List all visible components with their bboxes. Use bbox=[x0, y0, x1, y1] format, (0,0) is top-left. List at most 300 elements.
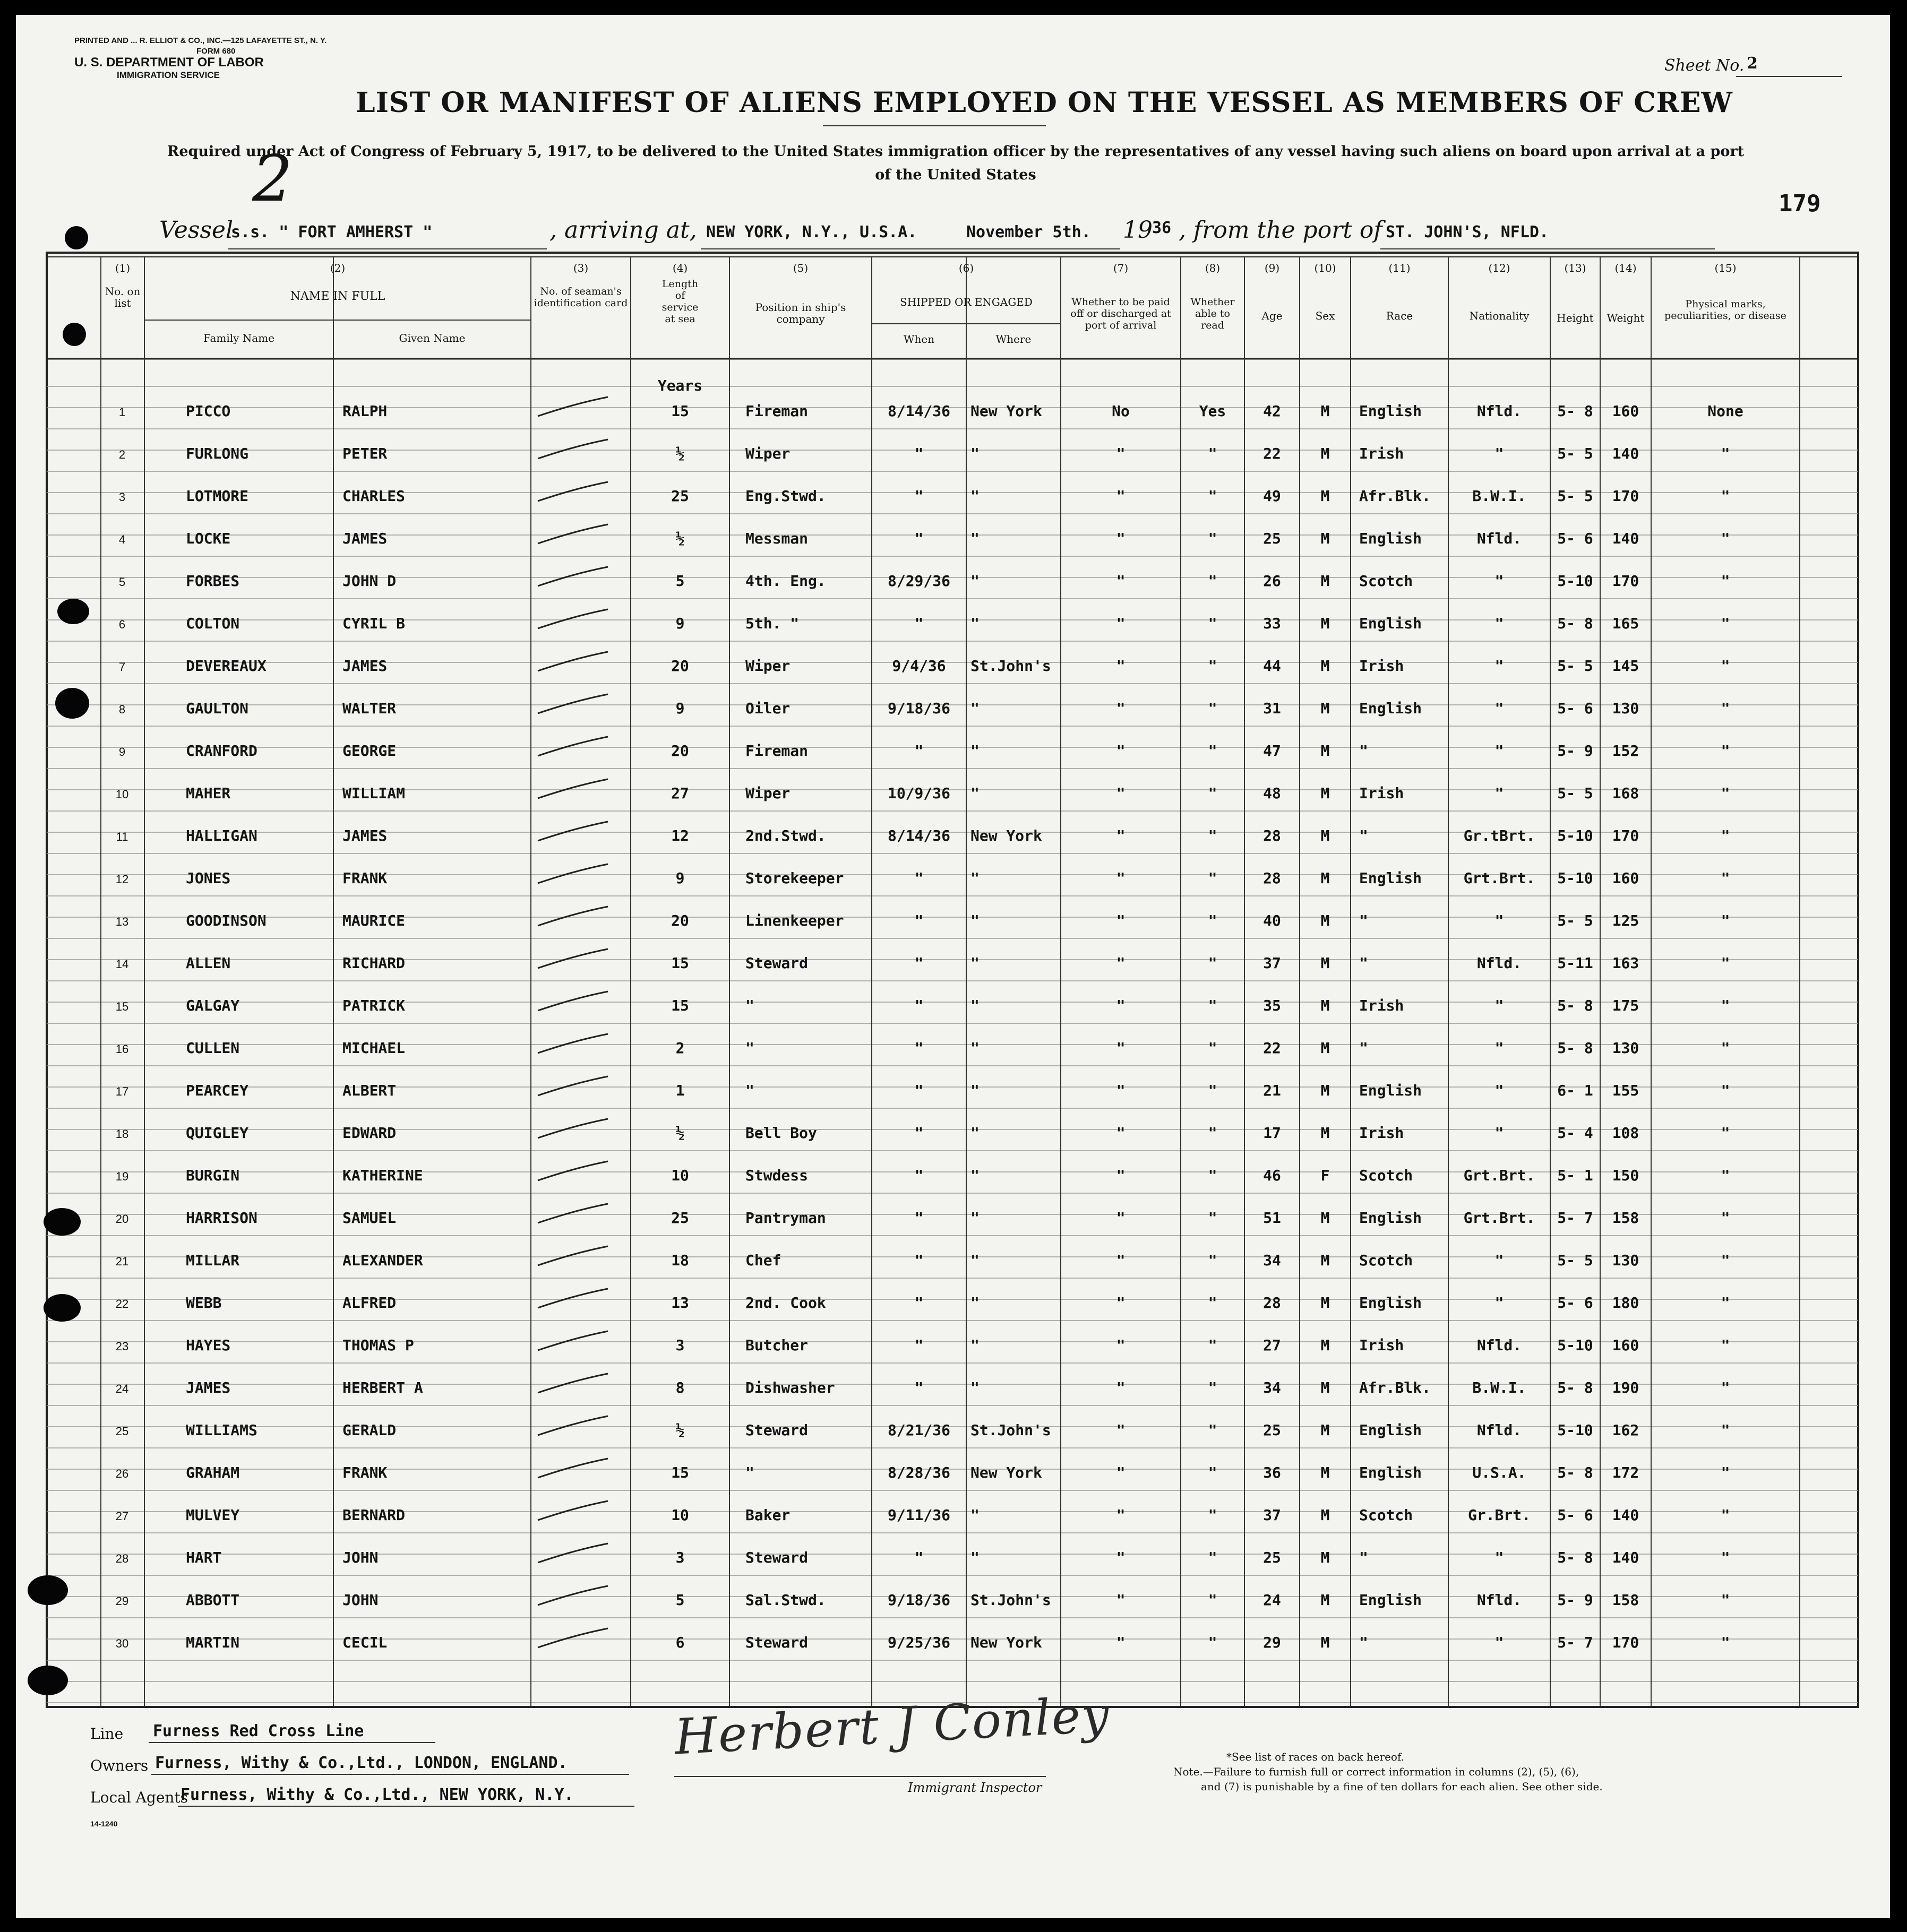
cell-paid: " bbox=[1116, 912, 1126, 929]
cell-marks: " bbox=[1721, 445, 1730, 462]
line-value: Furness Red Cross Line bbox=[153, 1722, 364, 1740]
cell-age: 49 bbox=[1263, 487, 1281, 505]
printer-line: PRINTED AND ... R. ELLIOT & CO., INC.—125 LAFAYETTE ST., N. Y. bbox=[74, 36, 327, 45]
cell-race: Afr.Blk. bbox=[1359, 487, 1431, 505]
cell-sex: F bbox=[1320, 1167, 1330, 1184]
cell-height: 5- 4 bbox=[1557, 1124, 1593, 1142]
col2-family-header: Family Name bbox=[203, 332, 275, 344]
cell-position: Pantryman bbox=[745, 1209, 826, 1227]
cell-where: " bbox=[970, 700, 980, 717]
cell-sex: M bbox=[1320, 445, 1330, 462]
cell-service: 15 bbox=[671, 402, 689, 420]
cell-sex: M bbox=[1320, 1549, 1330, 1566]
cell-race: Irish bbox=[1359, 445, 1404, 462]
cell-when: " bbox=[914, 1167, 924, 1184]
cell-sex: M bbox=[1320, 1124, 1330, 1142]
cell-paid: " bbox=[1116, 1039, 1126, 1057]
cell-given: SAMUEL bbox=[342, 1209, 397, 1227]
cell-weight: 155 bbox=[1612, 1082, 1639, 1099]
cell-age: 33 bbox=[1263, 615, 1281, 632]
cell-service: 27 bbox=[671, 784, 689, 802]
cell-age: 29 bbox=[1263, 1634, 1281, 1651]
cell-age: 31 bbox=[1263, 700, 1281, 717]
id-card-check-mark bbox=[534, 775, 613, 807]
cell-weight: 160 bbox=[1612, 1336, 1639, 1354]
cell-family: DEVEREAUX bbox=[186, 657, 267, 675]
cell-service: ½ bbox=[675, 445, 685, 462]
cell-when: 8/14/36 bbox=[887, 402, 950, 420]
cell-age: 51 bbox=[1263, 1209, 1281, 1227]
id-card-check-mark bbox=[534, 1030, 613, 1062]
id-card-check-mark bbox=[534, 648, 613, 679]
cell-read: " bbox=[1208, 1379, 1217, 1396]
cell-service: 20 bbox=[671, 742, 689, 760]
cell-paid: " bbox=[1116, 700, 1126, 717]
cell-service: 20 bbox=[671, 657, 689, 675]
cell-when: " bbox=[914, 487, 924, 505]
col1-number: (1) bbox=[115, 262, 131, 274]
cell-weight: 162 bbox=[1612, 1421, 1639, 1439]
cell-weight: 145 bbox=[1612, 657, 1639, 675]
cell-given: CYRIL B bbox=[342, 615, 406, 632]
cell-where: " bbox=[970, 487, 980, 505]
cell-sex: M bbox=[1320, 869, 1330, 887]
cell-marks: " bbox=[1721, 1082, 1730, 1099]
cell-service: 25 bbox=[671, 487, 689, 505]
cell-position: Fireman bbox=[745, 402, 809, 420]
cell-when: 10/9/36 bbox=[887, 784, 950, 802]
row-number: 25 bbox=[115, 1425, 129, 1438]
cell-weight: 108 bbox=[1612, 1124, 1639, 1142]
cell-race: English bbox=[1359, 615, 1422, 632]
cell-race: Scotch bbox=[1359, 1506, 1413, 1524]
cell-read: " bbox=[1208, 657, 1217, 675]
cell-race: Scotch bbox=[1359, 1252, 1413, 1269]
cell-given: JOHN bbox=[342, 1591, 379, 1609]
cell-race: Irish bbox=[1359, 784, 1404, 802]
id-card-check-mark bbox=[534, 690, 613, 722]
cell-marks: " bbox=[1721, 572, 1730, 590]
cell-age: 25 bbox=[1263, 1421, 1281, 1439]
cell-family: FORBES bbox=[186, 572, 240, 590]
cell-position: Sal.Stwd. bbox=[745, 1591, 826, 1609]
department-name: U. S. DEPARTMENT OF LABOR bbox=[74, 55, 264, 70]
inspector-label: Immigrant Inspector bbox=[908, 1780, 1042, 1795]
cell-position: Baker bbox=[745, 1506, 791, 1524]
col5-header: Position in ship's company bbox=[755, 301, 846, 325]
cell-marks: " bbox=[1721, 1294, 1730, 1312]
cell-nationality: " bbox=[1494, 742, 1504, 760]
cell-paid: " bbox=[1116, 1464, 1126, 1481]
vessel-value: s.s. " FORT AMHERST " bbox=[231, 223, 433, 242]
cell-position: 2nd. Cook bbox=[745, 1294, 826, 1312]
row-number: 5 bbox=[118, 575, 126, 589]
cell-sex: M bbox=[1320, 1209, 1330, 1227]
cell-height: 5- 6 bbox=[1557, 1294, 1593, 1312]
cell-when: " bbox=[914, 1379, 924, 1396]
id-card-check-mark bbox=[534, 1284, 613, 1316]
cell-family: HAYES bbox=[186, 1336, 231, 1354]
cell-nationality: Nfld. bbox=[1476, 1421, 1522, 1439]
cell-paid: " bbox=[1116, 1336, 1126, 1354]
agents-underline bbox=[178, 1806, 634, 1807]
row-number: 23 bbox=[115, 1340, 129, 1353]
cell-read: " bbox=[1208, 700, 1217, 717]
row-number: 2 bbox=[118, 448, 126, 461]
cell-marks: " bbox=[1721, 530, 1730, 547]
cell-race: Scotch bbox=[1359, 572, 1413, 590]
row-number: 16 bbox=[115, 1042, 129, 1056]
row-number: 28 bbox=[115, 1552, 129, 1565]
cell-family: COLTON bbox=[186, 615, 240, 632]
cell-family: GAULTON bbox=[186, 700, 249, 717]
vessel-label: Vessel bbox=[159, 217, 234, 244]
cell-nationality: " bbox=[1494, 1252, 1504, 1269]
cell-read: " bbox=[1208, 572, 1217, 590]
col5-number: (5) bbox=[793, 262, 809, 274]
cell-nationality: B.W.I. bbox=[1472, 1379, 1526, 1396]
cell-sex: M bbox=[1320, 784, 1330, 802]
cell-race: Irish bbox=[1359, 997, 1404, 1014]
id-card-check-mark bbox=[534, 1412, 613, 1444]
cell-paid: " bbox=[1116, 1591, 1126, 1609]
cell-height: 5- 8 bbox=[1557, 1379, 1593, 1396]
id-card-check-mark bbox=[534, 520, 613, 552]
id-card-check-mark bbox=[534, 1200, 613, 1231]
signature-line bbox=[674, 1776, 1046, 1777]
cell-family: PEARCEY bbox=[186, 1082, 249, 1099]
cell-position: " bbox=[745, 1039, 754, 1057]
col6-header: SHIPPED OR ENGAGED bbox=[900, 296, 1033, 308]
line-underline bbox=[149, 1742, 435, 1743]
col6-where-header: Where bbox=[995, 333, 1032, 346]
arriving-value: NEW YORK, N.Y., U.S.A. bbox=[706, 223, 917, 242]
owners-label: Owners bbox=[90, 1757, 149, 1774]
cell-read: " bbox=[1208, 954, 1217, 972]
cell-where: " bbox=[970, 1082, 980, 1099]
cell-race: English bbox=[1359, 1082, 1422, 1099]
cell-weight: 130 bbox=[1612, 1252, 1639, 1269]
row-number: 9 bbox=[118, 745, 126, 758]
cell-position: Steward bbox=[745, 1549, 809, 1566]
cell-height: 5-10 bbox=[1557, 1421, 1593, 1439]
cell-age: 28 bbox=[1263, 869, 1281, 887]
id-card-check-mark bbox=[534, 1157, 613, 1189]
row-number: 30 bbox=[115, 1637, 129, 1650]
cell-read: " bbox=[1208, 1591, 1217, 1609]
cell-weight: 190 bbox=[1612, 1379, 1639, 1396]
cell-weight: 165 bbox=[1612, 615, 1639, 632]
col14-number: (14) bbox=[1614, 262, 1637, 274]
punch-hole bbox=[57, 599, 89, 624]
cell-nationality: " bbox=[1494, 912, 1504, 929]
cell-nationality: Grt.Brt. bbox=[1463, 1167, 1535, 1184]
cell-when: " bbox=[914, 1039, 924, 1057]
cell-marks: " bbox=[1721, 1336, 1730, 1354]
cell-position: 4th. Eng. bbox=[745, 572, 826, 590]
cell-race: " bbox=[1359, 1039, 1368, 1057]
cell-paid: " bbox=[1116, 742, 1126, 760]
col2-given-header: Given Name bbox=[399, 332, 466, 344]
cell-height: 5- 8 bbox=[1557, 1549, 1593, 1566]
cell-height: 5- 8 bbox=[1557, 402, 1593, 420]
penalty-note-2: and (7) is punishable by a fine of ten dollars for each alien. See other side. bbox=[1201, 1780, 1603, 1793]
cell-given: HERBERT A bbox=[342, 1379, 423, 1396]
cell-service: ½ bbox=[675, 530, 685, 547]
punch-hole bbox=[28, 1666, 68, 1695]
row-number: 22 bbox=[115, 1297, 129, 1310]
cell-race: " bbox=[1359, 742, 1368, 760]
cell-given: JAMES bbox=[342, 530, 388, 547]
cell-nationality: Nfld. bbox=[1476, 1336, 1522, 1354]
cell-read: " bbox=[1208, 1082, 1217, 1099]
id-card-check-mark bbox=[534, 1582, 613, 1614]
cell-race: Irish bbox=[1359, 657, 1404, 675]
cell-weight: 168 bbox=[1612, 784, 1639, 802]
cell-read: " bbox=[1208, 1294, 1217, 1312]
cell-read: " bbox=[1208, 1464, 1217, 1481]
punch-hole bbox=[65, 226, 88, 249]
cell-paid: " bbox=[1116, 784, 1126, 802]
cell-race: " bbox=[1359, 912, 1368, 929]
cell-given: FRANK bbox=[342, 1464, 388, 1481]
cell-where: " bbox=[970, 1294, 980, 1312]
cell-weight: 150 bbox=[1612, 1167, 1639, 1184]
cell-when: " bbox=[914, 742, 924, 760]
cell-nationality: " bbox=[1494, 784, 1504, 802]
cell-race: Irish bbox=[1359, 1124, 1404, 1142]
cell-paid: " bbox=[1116, 827, 1126, 844]
cell-height: 6- 1 bbox=[1557, 1082, 1593, 1099]
row-number: 27 bbox=[115, 1510, 129, 1523]
cell-race: Irish bbox=[1359, 1336, 1404, 1354]
cell-when: " bbox=[914, 1124, 924, 1142]
col10-header: Sex bbox=[1315, 309, 1335, 322]
cell-position: Chef bbox=[745, 1252, 781, 1269]
cell-given: JAMES bbox=[342, 657, 388, 675]
cell-given: JAMES bbox=[342, 827, 388, 844]
year-prefix: 19 bbox=[1123, 217, 1153, 244]
cell-race: " bbox=[1359, 954, 1368, 972]
punch-hole bbox=[44, 1294, 81, 1322]
cell-age: 36 bbox=[1263, 1464, 1281, 1481]
cell-age: 35 bbox=[1263, 997, 1281, 1014]
cell-marks: " bbox=[1721, 1209, 1730, 1227]
page-subtitle: Required under Act of Congress of February 5, 1917, to be delivered to the United States immigration officer by the representatives of any vessel having such aliens on board upon arrival at a port of the United States bbox=[167, 143, 1745, 183]
form-number: FORM 680 bbox=[196, 47, 236, 56]
cell-nationality: " bbox=[1494, 997, 1504, 1014]
cell-height: 5- 8 bbox=[1557, 1039, 1593, 1057]
cell-nationality: Nfld. bbox=[1476, 530, 1522, 547]
cell-when: 9/25/36 bbox=[887, 1634, 950, 1651]
cell-marks: " bbox=[1721, 1506, 1730, 1524]
cell-marks: " bbox=[1721, 869, 1730, 887]
cell-read: " bbox=[1208, 1506, 1217, 1524]
cell-where: " bbox=[970, 1252, 980, 1269]
cell-age: 17 bbox=[1263, 1124, 1281, 1142]
cell-race: English bbox=[1359, 700, 1422, 717]
races-note: *See list of races on back hereof. bbox=[1226, 1750, 1405, 1763]
col12-header: Nationality bbox=[1469, 309, 1530, 322]
handwritten-number: 2 bbox=[252, 142, 293, 216]
cell-position: Bell Boy bbox=[745, 1124, 817, 1142]
cell-given: RALPH bbox=[342, 402, 388, 420]
arriving-label: , arriving at, bbox=[549, 217, 697, 244]
cell-height: 5- 5 bbox=[1557, 784, 1593, 802]
cell-where: New York bbox=[970, 827, 1042, 844]
cell-position: Eng.Stwd. bbox=[745, 487, 826, 505]
row-number: 4 bbox=[118, 533, 126, 546]
cell-when: " bbox=[914, 1549, 924, 1566]
cell-weight: 140 bbox=[1612, 1549, 1639, 1566]
cell-marks: " bbox=[1721, 615, 1730, 632]
cell-marks: " bbox=[1721, 1379, 1730, 1396]
cell-age: 42 bbox=[1263, 402, 1281, 420]
years-label: Years bbox=[657, 377, 703, 394]
col13-number: (13) bbox=[1564, 262, 1586, 274]
cell-weight: 160 bbox=[1612, 869, 1639, 887]
cell-where: " bbox=[970, 615, 980, 632]
row-number: 26 bbox=[115, 1467, 129, 1480]
cell-nationality: Nfld. bbox=[1476, 402, 1522, 420]
cell-where: " bbox=[970, 445, 980, 462]
cell-weight: 130 bbox=[1612, 700, 1639, 717]
cell-sex: M bbox=[1320, 402, 1330, 420]
cell-read: " bbox=[1208, 1209, 1217, 1227]
cell-when: 8/14/36 bbox=[887, 827, 950, 844]
cell-position: " bbox=[745, 1464, 754, 1481]
cell-sex: M bbox=[1320, 1421, 1330, 1439]
page-title: LIST OR MANIFEST OF ALIENS EMPLOYED ON THE VESSEL AS MEMBERS OF CREW bbox=[356, 87, 1733, 119]
row-number: 20 bbox=[115, 1212, 129, 1226]
cell-sex: M bbox=[1320, 1252, 1330, 1269]
id-card-check-mark bbox=[534, 902, 613, 934]
cell-marks: " bbox=[1721, 1167, 1730, 1184]
form-code: 14-1240 bbox=[90, 1819, 118, 1828]
col11-header: Race bbox=[1386, 309, 1413, 322]
id-card-check-mark bbox=[534, 817, 613, 849]
cell-marks: " bbox=[1721, 1634, 1730, 1651]
cell-when: " bbox=[914, 1252, 924, 1269]
cell-position: Messman bbox=[745, 530, 809, 547]
cell-height: 5-10 bbox=[1557, 869, 1593, 887]
cell-given: GEORGE bbox=[342, 742, 397, 760]
cell-when: " bbox=[914, 912, 924, 929]
stamp-number: 179 bbox=[1779, 190, 1821, 217]
year-value: 36 bbox=[1152, 219, 1172, 237]
cell-race: English bbox=[1359, 1294, 1422, 1312]
col15-header: Physical marks, peculiarities, or disease bbox=[1664, 298, 1786, 322]
cell-read: " bbox=[1208, 445, 1217, 462]
cell-nationality: Nfld. bbox=[1476, 954, 1522, 972]
cell-height: 5- 6 bbox=[1557, 1506, 1593, 1524]
cell-when: " bbox=[914, 997, 924, 1014]
cell-nationality: B.W.I. bbox=[1472, 487, 1526, 505]
cell-given: RICHARD bbox=[342, 954, 406, 972]
cell-family: FURLONG bbox=[186, 445, 249, 462]
cell-nationality: " bbox=[1494, 445, 1504, 462]
cell-age: 28 bbox=[1263, 1294, 1281, 1312]
cell-age: 25 bbox=[1263, 530, 1281, 547]
cell-when: " bbox=[914, 1209, 924, 1227]
from-value: ST. JOHN'S, NFLD. bbox=[1386, 223, 1549, 242]
cell-position: Wiper bbox=[745, 657, 791, 675]
cell-service: 9 bbox=[675, 700, 685, 717]
cell-given: MICHAEL bbox=[342, 1039, 406, 1057]
punch-hole bbox=[55, 688, 89, 719]
cell-sex: M bbox=[1320, 1591, 1330, 1609]
cell-race: English bbox=[1359, 530, 1422, 547]
cell-paid: " bbox=[1116, 572, 1126, 590]
cell-paid: " bbox=[1116, 445, 1126, 462]
cell-age: 47 bbox=[1263, 742, 1281, 760]
cell-where: St.John's bbox=[970, 1591, 1051, 1609]
cell-family: JONES bbox=[186, 869, 231, 887]
col7-number: (7) bbox=[1113, 262, 1129, 274]
cell-age: 34 bbox=[1263, 1379, 1281, 1396]
cell-marks: " bbox=[1721, 742, 1730, 760]
cell-age: 22 bbox=[1263, 445, 1281, 462]
cell-position: Wiper bbox=[745, 784, 791, 802]
id-card-check-mark bbox=[534, 860, 613, 892]
cell-marks: " bbox=[1721, 1421, 1730, 1439]
cell-sex: M bbox=[1320, 997, 1330, 1014]
cell-height: 5- 8 bbox=[1557, 615, 1593, 632]
cell-read: " bbox=[1208, 827, 1217, 844]
col15-number: (15) bbox=[1714, 262, 1737, 274]
cell-marks: " bbox=[1721, 487, 1730, 505]
cell-paid: " bbox=[1116, 615, 1126, 632]
cell-position: Oiler bbox=[745, 700, 791, 717]
cell-given: ALEXANDER bbox=[342, 1252, 423, 1269]
cell-given: BERNARD bbox=[342, 1506, 406, 1524]
cell-paid: " bbox=[1116, 1209, 1126, 1227]
cell-service: 15 bbox=[671, 954, 689, 972]
cell-race: English bbox=[1359, 1591, 1422, 1609]
cell-paid: " bbox=[1116, 869, 1126, 887]
cell-weight: 140 bbox=[1612, 445, 1639, 462]
cell-where: " bbox=[970, 572, 980, 590]
cell-when: " bbox=[914, 530, 924, 547]
cell-age: 48 bbox=[1263, 784, 1281, 802]
id-card-check-mark bbox=[534, 1369, 613, 1401]
cell-read: " bbox=[1208, 1549, 1217, 1566]
punch-hole bbox=[44, 1208, 81, 1236]
cell-height: 5- 5 bbox=[1557, 487, 1593, 505]
cell-height: 5- 5 bbox=[1557, 445, 1593, 462]
cell-age: 26 bbox=[1263, 572, 1281, 590]
cell-height: 5- 9 bbox=[1557, 742, 1593, 760]
cell-height: 5- 8 bbox=[1557, 997, 1593, 1014]
cell-where: St.John's bbox=[970, 1421, 1051, 1439]
col14-header: Weight bbox=[1607, 312, 1645, 324]
cell-paid: " bbox=[1116, 1506, 1126, 1524]
cell-age: 40 bbox=[1263, 912, 1281, 929]
cell-height: 5- 5 bbox=[1557, 657, 1593, 675]
cell-paid: " bbox=[1116, 1124, 1126, 1142]
cell-service: 10 bbox=[671, 1506, 689, 1524]
cell-race: " bbox=[1359, 827, 1368, 844]
row-number: 14 bbox=[115, 958, 129, 971]
cell-nationality: " bbox=[1494, 572, 1504, 590]
cell-height: 5- 5 bbox=[1557, 1252, 1593, 1269]
cell-read: " bbox=[1208, 912, 1217, 929]
cell-given: MAURICE bbox=[342, 912, 406, 929]
cell-where: " bbox=[970, 1167, 980, 1184]
cell-where: " bbox=[970, 1506, 980, 1524]
cell-family: JAMES bbox=[186, 1379, 231, 1396]
col10-number: (10) bbox=[1314, 262, 1336, 274]
